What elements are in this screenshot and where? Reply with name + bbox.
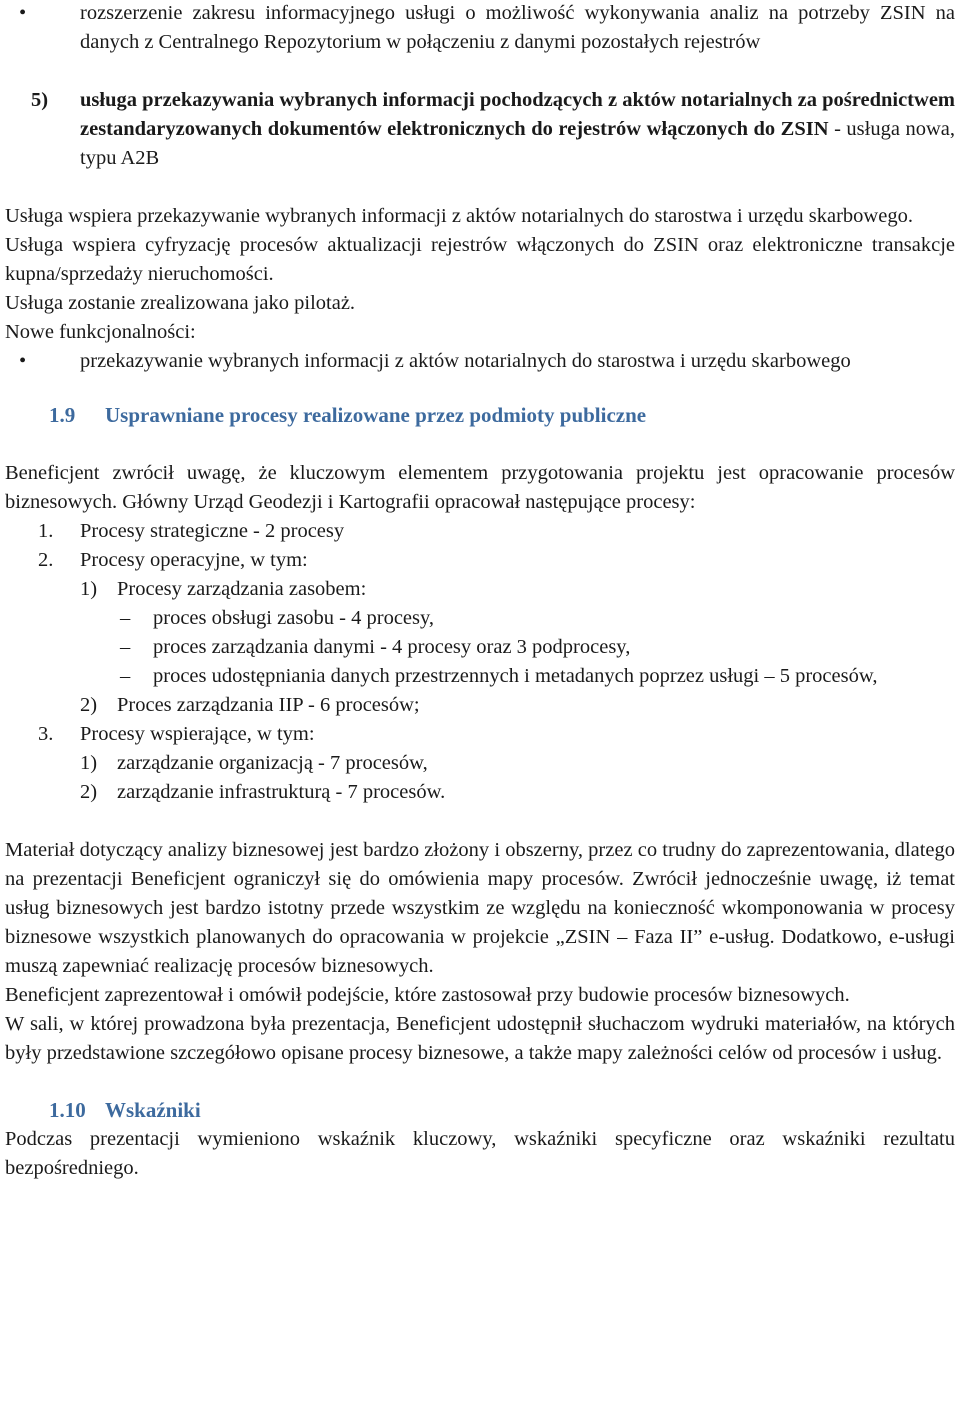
item-plain-text: - usługa nowa, typu A2B	[80, 118, 955, 169]
list-item	[5, 749, 955, 778]
list-number: 2.	[38, 549, 54, 571]
bullet-icon: •	[19, 350, 27, 372]
bullet-item	[5, 347, 955, 376]
list-item	[5, 633, 955, 662]
list-item	[5, 604, 955, 633]
bullet-text: rozszerzenie zakresu informacyjnego usługi o możliwość wykonywania analiz na potrzeby ZSIN na danych z Centralnego Repozytorium w połączeniu z danymi pozostałych rejestrów	[80, 2, 955, 53]
list-text: Proces zarządzania IIP - 6 procesów;	[117, 694, 420, 716]
dash-icon: –	[120, 636, 131, 658]
list-item	[5, 691, 955, 720]
list-text: proces udostępniania danych przestrzennych i metadanych poprzez usługi – 5 procesów,	[153, 665, 878, 687]
list-number: 3.	[38, 723, 54, 745]
list-text: proces obsługi zasobu - 4 procesy,	[153, 607, 435, 629]
list-text: proces zarządzania danymi - 4 procesy oraz 3 podprocesy,	[153, 636, 631, 658]
numbered-item-5	[5, 86, 955, 173]
paragraph: Beneficjent zaprezentował i omówił podejście, które zastosował przy budowie procesów biznesowych.	[5, 984, 850, 1006]
item-bold-text: usługa przekazywania wybranych informacji pochodzących z aktów notarialnych za pośrednictwem zestandaryzowanych dokumentów elektronicznych do rejestrów włączonych do ZSIN	[80, 89, 955, 140]
paragraph: Nowe funkcjonalności:	[5, 321, 196, 343]
list-item	[5, 517, 955, 546]
list-item	[5, 662, 955, 691]
list-text: zarządzanie organizacją - 7 procesów,	[117, 752, 428, 774]
list-item	[5, 778, 955, 807]
list-text: Procesy wspierające, w tym:	[80, 723, 315, 745]
dash-icon: –	[120, 607, 131, 629]
section-title: Wskaźniki	[105, 1098, 201, 1122]
list-text: Procesy operacyjne, w tym:	[80, 549, 308, 571]
bullet-item	[5, 0, 955, 57]
item-text	[80, 86, 955, 173]
list-text: zarządzanie infrastrukturą - 7 procesów.	[117, 781, 446, 803]
section-number: 1.10	[49, 1098, 86, 1122]
document-page	[5, 0, 955, 1183]
section-title: Usprawniane procesy realizowane przez podmioty publiczne	[105, 403, 647, 427]
section-number: 1.9	[49, 403, 76, 427]
list-item	[5, 546, 955, 575]
section-heading-1-10	[5, 1096, 955, 1125]
list-text: Procesy strategiczne - 2 procesy	[80, 520, 345, 542]
paragraph: Beneficjent zwrócił uwagę, że kluczowym elementem przygotowania projektu jest opracowanie procesów biznesowych. Główny Urząd Geodezji i Kartografii opracował następujące procesy:	[5, 462, 955, 513]
paragraph: Usługa wspiera cyfryzację procesów aktualizacji rejestrów włączonych do ZSIN oraz elektroniczne transakcje kupna/sprzedaży nieruchomości.	[5, 234, 955, 285]
dash-icon: –	[120, 665, 131, 687]
section-heading-1-9	[5, 401, 955, 430]
list-number: 1)	[80, 752, 98, 774]
bullet-icon: •	[19, 2, 27, 24]
item-number: 5)	[31, 89, 49, 111]
list-number: 1)	[80, 578, 98, 600]
paragraph: Podczas prezentacji wymieniono wskaźnik kluczowy, wskaźniki specyficzne oraz wskaźniki rezultatu bezpośredniego.	[5, 1128, 955, 1179]
paragraph: Usługa zostanie zrealizowana jako pilotaż.	[5, 292, 356, 314]
list-number: 1.	[38, 520, 54, 542]
list-item	[5, 575, 955, 604]
paragraph: Usługa wspiera przekazywanie wybranych informacji z aktów notarialnych do starostwa i urzędu skarbowego.	[5, 205, 913, 227]
paragraph: Materiał dotyczący analizy biznesowej jest bardzo złożony i obszerny, przez co trudny do zaprezentowania, dlatego na prezentacji Beneficjent ograniczył się do omówienia mapy procesów. Zwrócił jednocześnie uwagę, iż temat usług biznesowych jest bardzo istotny przede wszystkim ze względu na konieczność wkomponowania w procesy biznesowe wszystkich planowanych do opracowania w projekcie „ZSIN – Faza II” e-usług. Dodatkowo, e-usługi muszą zapewniać realizację procesów biznesowych.	[5, 839, 955, 977]
list-number: 2)	[80, 694, 98, 716]
list-text: Procesy zarządzania zasobem:	[117, 578, 367, 600]
paragraph: W sali, w której prowadzona była prezentacja, Beneficjent udostępnił słuchaczom wydruki materiałów, na których były przedstawione szczegółowo opisane procesy biznesowe, a także mapy zależności celów od procesów i usług.	[5, 1013, 955, 1064]
bullet-text: przekazywanie wybranych informacji z aktów notarialnych do starostwa i urzędu skarbowego	[80, 350, 851, 372]
list-number: 2)	[80, 781, 98, 803]
list-item	[5, 720, 955, 749]
